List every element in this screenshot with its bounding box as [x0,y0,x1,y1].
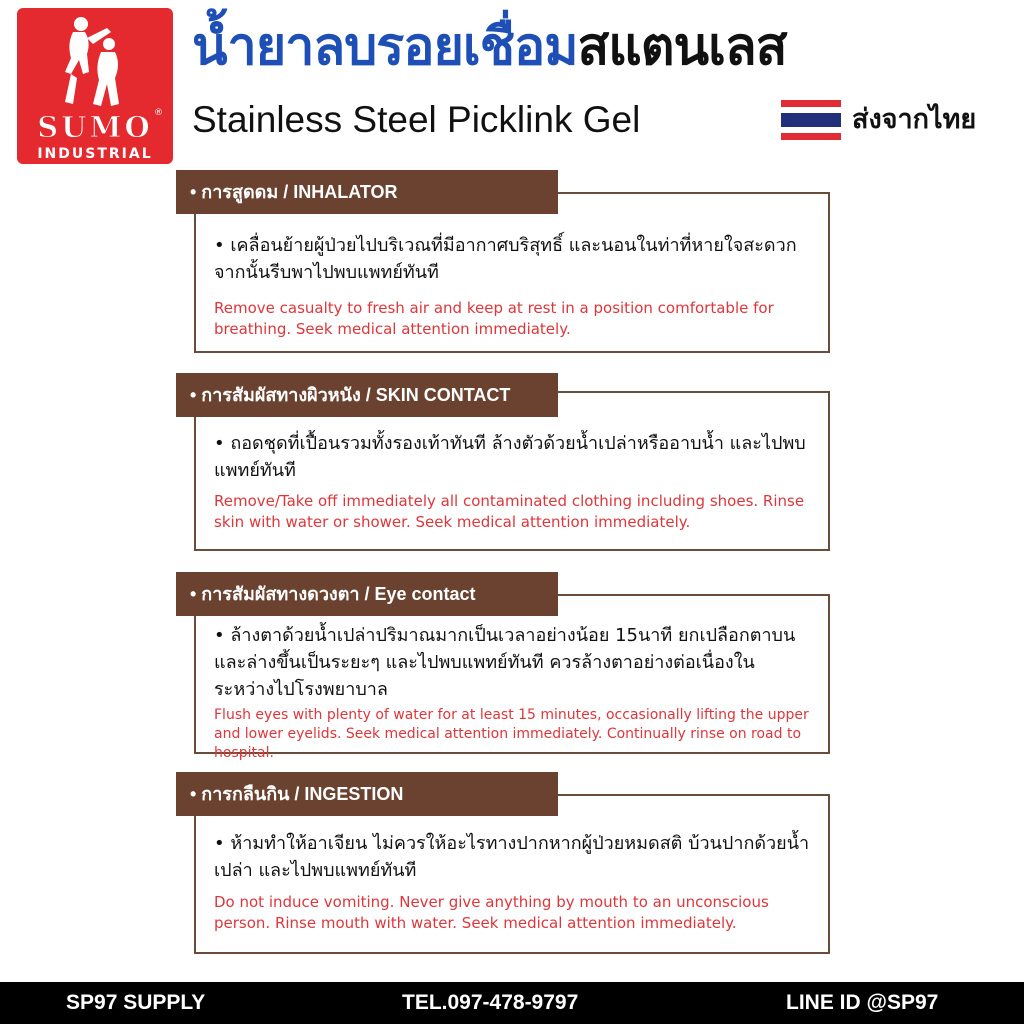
section-thai-text: • ห้ามทำให้อาเจียน ไม่ควรให้อะไรทางปากหากผู้ป่วยหมดสติ บ้วนปากด้วยน้ำเปล่า และไปพบแพทย์ทันที [214,833,810,881]
section-skin-contact [176,373,836,553]
ship-from-thailand-label: ส่งจากไทย [852,104,977,135]
sumo-wrestler-logo-icon [59,14,129,110]
title-thai-black: สแตนเลส [577,17,787,77]
section-thai-text: • ถอดชุดที่เปื้อนรวมทั้งรองเท้าทันที ล้างตัวด้วยน้ำเปล่าหรืออาบน้ำ และไปพบแพทย์ทันที [214,433,806,481]
logo-sub-text: INDUSTRIAL [37,146,153,162]
section-ingestion [176,772,836,956]
page-title-english: Stainless Steel Picklink Gel [192,99,641,140]
footer-shop-name: SP97 SUPPLY [66,991,206,1014]
section-english-text: Remove/Take off immediately all contaminated clothing including shoes. Rinse skin with water or shower. Seek medical attention immediately. [214,492,805,531]
section-inhalation [176,170,836,355]
section-english-text: Flush eyes with plenty of water for at least 15 minutes, occasionally lifting the upper and lower eyelids. Seek medical attention immediately. Continually rinse on road to hospital. [214,707,809,761]
footer-line-id: LINE ID @SP97 [786,991,939,1014]
title-thai-blue: น้ำยาลบรอยเชื่อม [192,17,578,77]
sumo-industrial-logo [17,8,173,164]
section-header: • การสัมผัสทางดวงตา / Eye contact [176,572,558,616]
footer-phone: TEL.097-478-9797 [402,991,579,1014]
section-english-text: Remove casualty to fresh air and keep at rest in a position comfortable for breathing. Seek medical attention immediately. [214,299,774,338]
section-eye-contact [176,572,836,761]
logo-brand-text: SUMO [37,110,153,144]
thailand-flag-icon [781,100,841,140]
section-header: • การกลืนกิน / INGESTION [176,772,558,816]
section-header: • การสัมผัสทางผิวหนัง / SKIN CONTACT [176,373,558,417]
footer-bar [0,982,1024,1024]
section-header: • การสูดดม / INHALATOR [176,170,558,214]
section-english-text: Do not induce vomiting. Never give anything by mouth to an unconscious person. Rinse mouth with water. Seek medical attention immediately. [214,893,769,932]
registered-mark: ® [154,108,163,118]
section-thai-text: • เคลื่อนย้ายผู้ป่วยไปบริเวณที่มีอากาศบริสุทธิ์ และนอนในท่าที่หายใจสะดวก จากนั้นรีบพาไปพบแพทย์ทันที [214,235,797,283]
section-thai-text: • ล้างตาด้วยน้ำเปล่าปริมาณมากเป็นเวลาอย่างน้อย 15นาที ยกเปลือกตาบนและล่างขึ้นเป็นระยะๆ และไปพบแพทย์ทันที ควรล้างตาอย่างต่อเนื่องในระหว่างไปโรงพยาบาล [214,625,796,700]
page-title-thai [192,12,786,82]
